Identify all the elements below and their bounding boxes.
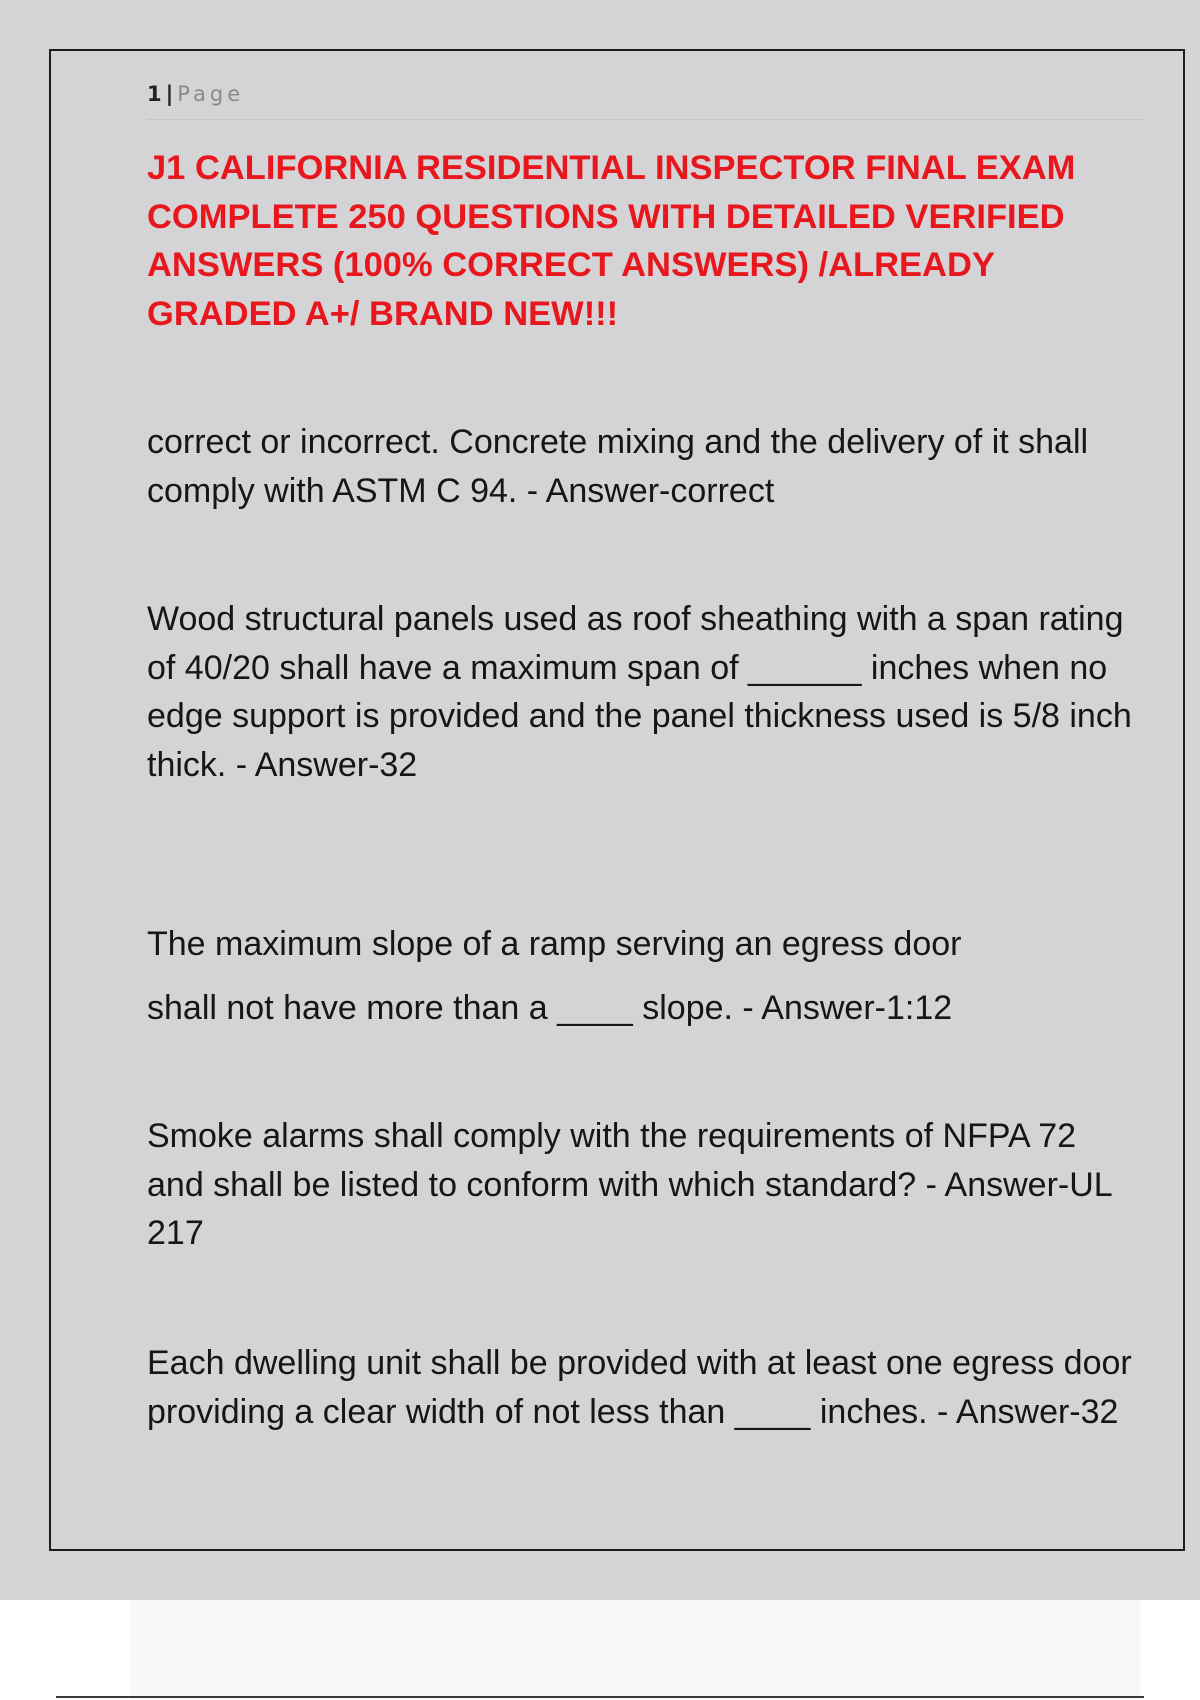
question-answer-5: Each dwelling unit shall be provided with at least one egress door providing a clear width of not less than ____ inches. - Answer-32 (147, 1344, 1132, 1431)
question-answer-2: Wood structural panels used as roof sheathing with a span rating of 40/20 shall have a maximum span of ______ inches when no edge support is provided and the panel thickness used is 5/8 inch thick. - Answer-32 (147, 600, 1132, 784)
next-page-preview (130, 1600, 1140, 1700)
question-answer-3-line-1: The maximum slope of a ramp serving an egress door (147, 925, 962, 963)
page-number: 1 (147, 82, 162, 106)
next-page-top-rule (56, 1696, 1144, 1698)
question-answer-1: correct or incorrect. Concrete mixing and the delivery of it shall comply with ASTM C 94. - Answer-correct (147, 423, 1089, 510)
question-answer-4: Smoke alarms shall comply with the requirements of NFPA 72 and shall be listed to conform with which standard? - Answer-UL 217 (147, 1117, 1112, 1252)
page-label: Page (177, 82, 245, 106)
document-page[interactable] (49, 49, 1185, 1551)
document-title: J1 CALIFORNIA RESIDENTIAL INSPECTOR FINAL EXAM COMPLETE 250 QUESTIONS WITH DETAILED VERIFIED ANSWERS (100% CORRECT ANSWERS) /ALREADY GRADED A+/ BRAND NEW!!! (147, 149, 1076, 333)
page-header (147, 79, 1143, 120)
question-answer-3-line-2: shall not have more than a ____ slope. - Answer-1:12 (147, 989, 953, 1027)
page-separator: | (165, 82, 174, 106)
